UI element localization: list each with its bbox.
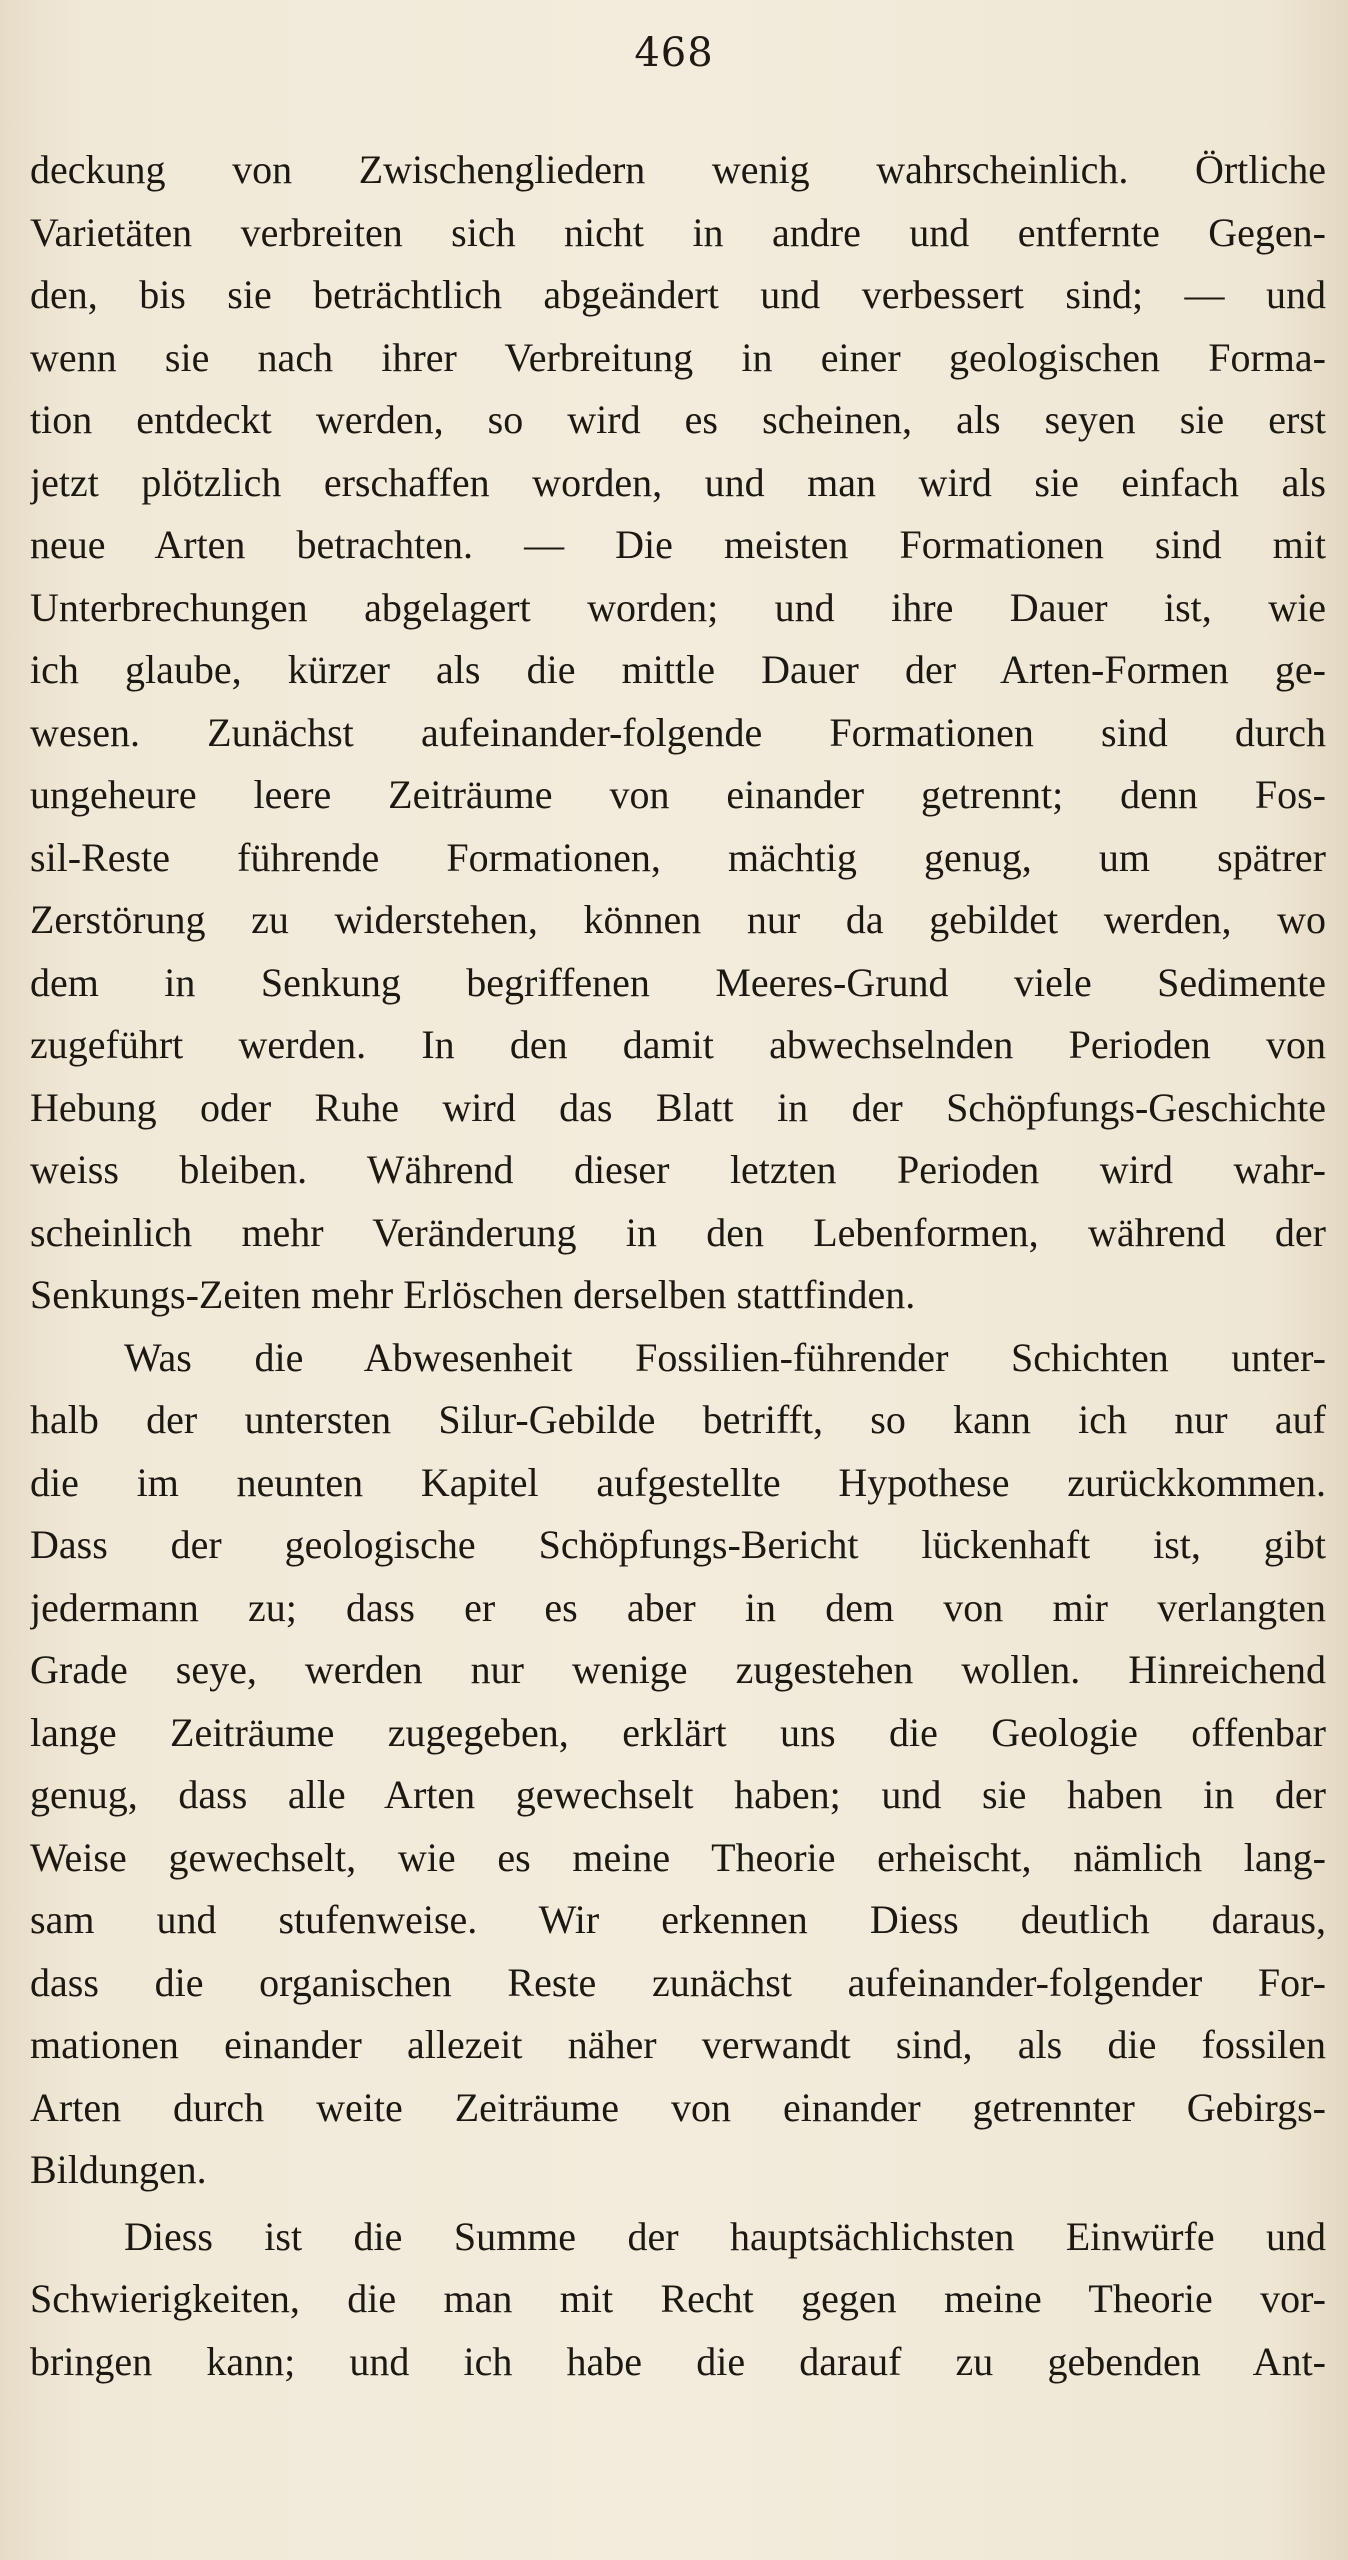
text-line: halb der untersten Silur-Gebilde betrifft, so kann ich nur auf bbox=[30, 1397, 1326, 1442]
text-line: Dass der geologische Schöpfungs-Bericht lückenhaft ist, gibt bbox=[30, 1522, 1326, 1567]
text-line: genug, dass alle Arten gewechselt haben; und sie haben in der bbox=[30, 1772, 1326, 1817]
text-line: jetzt plötzlich erschaffen worden, und man wird sie einfach als bbox=[30, 459, 1326, 505]
text-line: sam und stufenweise. Wir erkennen Diess deutlich daraus, bbox=[30, 1897, 1326, 1942]
body-text bbox=[30, 139, 1326, 2393]
text-line: weiss bleiben. Während dieser letzten Perioden wird wahr- bbox=[30, 1147, 1326, 1192]
page-number: 468 bbox=[634, 30, 714, 76]
text-line: Was die Abwesenheit Fossilien-führender Schichten unter- bbox=[124, 1334, 1326, 1380]
text-line: ich glaube, kürzer als die mittle Dauer der Arten-Formen ge- bbox=[30, 647, 1326, 692]
text-line: Senkungs-Zeiten mehr Erlöschen derselben stattfinden. bbox=[30, 1272, 916, 1317]
text-line: deckung von Zwischengliedern wenig wahrscheinlich. Örtliche bbox=[30, 147, 1326, 192]
text-line: ungeheure leere Zeiträume von einander getrennt; denn Fos- bbox=[30, 772, 1326, 817]
text-line: Diess ist die Summe der hauptsächlichsten Einwürfe und bbox=[124, 2213, 1326, 2259]
text-line: Unterbrechungen abgelagert worden; und ihre Dauer ist, wie bbox=[30, 584, 1326, 630]
text-line: dem in Senkung begriffenen Meeres-Grund viele Sedimente bbox=[30, 959, 1326, 1005]
text-line: wesen. Zunächst aufeinander-folgende Formationen sind durch bbox=[30, 709, 1326, 755]
text-line: Hebung oder Ruhe wird das Blatt in der Schöpfungs-Geschichte bbox=[30, 1084, 1326, 1130]
text-line: wenn sie nach ihrer Verbreitung in einer geologischen Forma- bbox=[30, 334, 1326, 380]
text-line: Weise gewechselt, wie es meine Theorie erheischt, nämlich lang- bbox=[30, 1834, 1326, 1880]
text-line: den, bis sie beträchtlich abgeändert und verbessert sind; — und bbox=[30, 272, 1326, 317]
text-line: zugeführt werden. In den damit abwechselnden Perioden von bbox=[30, 1022, 1326, 1067]
text-line: Schwierigkeiten, die man mit Recht gegen meine Theorie vor- bbox=[30, 2276, 1326, 2321]
text-line: bringen kann; und ich habe die darauf zu gebenden Ant- bbox=[30, 2338, 1326, 2384]
text-line: Grade seye, werden nur wenige zugestehen wollen. Hinreichend bbox=[30, 1647, 1326, 1692]
text-line: jedermann zu; dass er es aber in dem von mir verlangten bbox=[30, 1584, 1326, 1630]
paragraph bbox=[30, 2206, 1326, 2394]
text-line: mationen einander allezeit näher verwandt sind, als die fossilen bbox=[30, 2022, 1326, 2067]
text-line: Arten durch weite Zeiträume von einander getrennter Gebirgs- bbox=[30, 2084, 1326, 2130]
text-line: Varietäten verbreiten sich nicht in andre und entfernte Gegen- bbox=[30, 209, 1326, 255]
text-line: tion entdeckt werden, so wird es scheinen, als seyen sie erst bbox=[30, 397, 1326, 442]
text-line: dass die organischen Reste zunächst aufeinander-folgender For- bbox=[30, 1959, 1326, 2005]
paragraph bbox=[30, 139, 1326, 1327]
text-line: Zerstörung zu widerstehen, können nur da gebildet werden, wo bbox=[30, 897, 1326, 942]
text-line: lange Zeiträume zugegeben, erklärt uns die Geologie offenbar bbox=[30, 1709, 1326, 1755]
text-line: scheinlich mehr Veränderung in den Lebenformen, während der bbox=[30, 1209, 1326, 1255]
text-line: die im neunten Kapitel aufgestellte Hypothese zurückkommen. bbox=[30, 1459, 1326, 1505]
text-line: sil-Reste führende Formationen, mächtig genug, um spätrer bbox=[30, 834, 1326, 880]
text-line: neue Arten betrachten. — Die meisten Formationen sind mit bbox=[30, 522, 1326, 567]
paragraph bbox=[30, 1327, 1326, 2202]
text-line: Bildungen. bbox=[30, 2147, 207, 2192]
